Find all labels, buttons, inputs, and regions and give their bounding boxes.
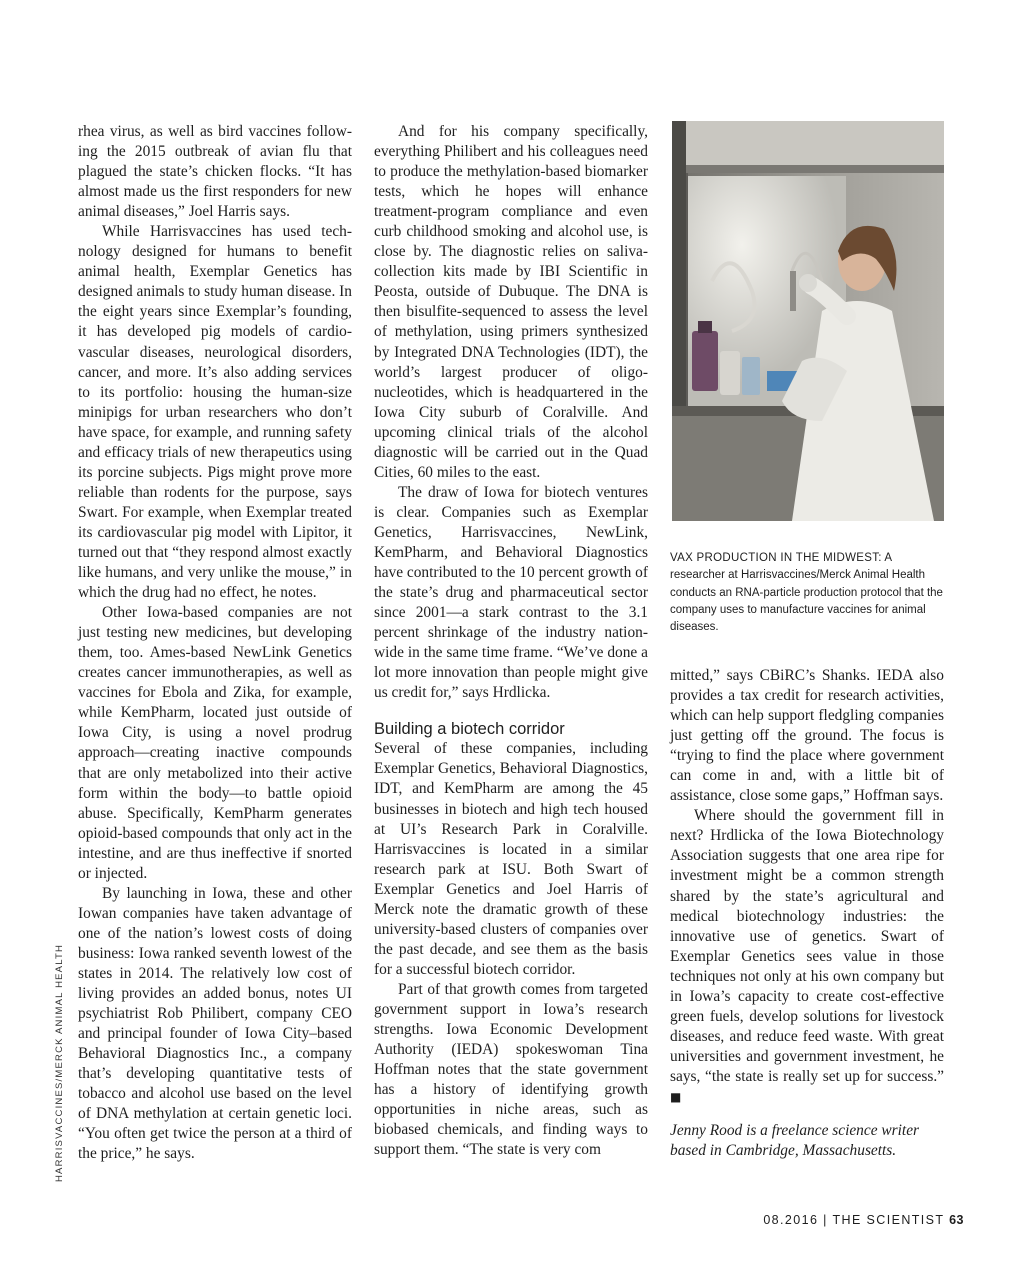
- paragraph: And for his company specifically, everything Philibert and his colleagues need to produce the methylation-based biomarker tests, which he hopes will enhance treatment-program compliance and even curb childhood smoking and alcohol use, is close by. The diagnostic relies on saliva-collection kits made by IBI Scientific in Peosta, outside of Dubuque. The DNA is then bisulfite-sequenced to assess the level of methylation, using primers synthesized by Integrated DNA Technologies (IDT), the world’s largest producer of oligonucleotides, which is headquartered in the Iowa City suburb of Coralville. And upcoming clinical trials of the alcohol diagnostic will be carried out in the Quad Cities, 60 miles to the east.: [374, 123, 648, 481]
- section-heading: Building a biotech corridor: [374, 720, 565, 739]
- paragraph: By launching in Iowa, these and other Iowan companies have taken advantage of one of the nation’s lowest costs of doing business: Iowa ranked seventh lowest of the states in 2014. The relatively low cost of living provides an added bonus, notes UI psychiatrist Rob Philibert, company CEO and principal founder of Iowa City–based Behavioral Diagnostics Inc., a company that’s developing quantitative tests of tobacco and alcohol use based on the level of DNA methylation at certain genetic loci. “You often get twice the person at a third of the price,” he says.: [78, 884, 352, 1163]
- issue-date: 08.2016: [763, 1213, 819, 1227]
- page-number: 63: [949, 1213, 964, 1227]
- paragraph-text: Where should the government fill in next? Hrdlicka of the Iowa Biotechnology Association suggests that one area ripe for investment might be a common strength shared by the state’s agricultural and medical biotechnology industries: the innovative use of genetics. Swart of Exemplar Genetics sees value in those techniques not only at his own company but in Iowa’s capacity to create cost-effective green fuels, develop solutions for livestock diseases, and reduce feed waste. With great universities and government investment, he says, “the state is really set up for success.”: [670, 807, 944, 1085]
- caption-lead: VAX PRODUCTION IN THE MIDWEST:: [670, 552, 882, 564]
- paragraph: Other Iowa-based companies are not just testing new medicines, but developing them, too. Ames-based NewLink Genetics creates cancer immunotherapies, as well as vaccines for Ebola and Zika, for example, while KemPharm, located just outside of Iowa City, is using a novel prodrug approach—creating inactive compounds that are only metabolized into their active form within the body—to battle opioid abuse. Specifically, KemPharm generates opioid-based compounds that only act in the intestine, and are thus ineffective if snorted or injected.: [78, 604, 352, 882]
- end-of-article-square-icon: ■: [670, 1089, 682, 1104]
- author-bio: Jenny Rood is a freelance science writer based in Cambridge, Massachusetts.: [670, 1122, 920, 1160]
- article-column-1: [78, 122, 352, 1164]
- lab-photo-illustration: [672, 121, 944, 521]
- paragraph: mitted,” says CBiRC’s Shanks. IEDA also provides a tax credit for research activities, which can help support fledgling companies just getting off the ground. The focus is “trying to find the place where government can come in and, with a little bit of assistance, close some gaps,” Hoffman says.: [670, 667, 944, 805]
- magazine-name: THE SCIENTIST: [832, 1213, 945, 1227]
- photo-caption: [670, 550, 946, 636]
- paragraph: Several of these companies, including Exemplar Genetics, Behavioral Diagnostics, IDT, and KemPharm are among the 45 businesses in biotech and high tech housed at UI’s Research Park in Coralville. Harrisvaccines is located in a similar research park at ISU. Both Swart of Exemplar Genetics and Joel Harris of Merck note the dramatic growth of these university-based clusters of companies over the past decade, and see them as the basis for a successful biotech corridor.: [374, 740, 648, 978]
- photo-credit: HARRISVACCINES/MERCK ANIMAL HEALTH: [54, 943, 65, 1182]
- article-column-3: [670, 666, 944, 1161]
- paragraph: Part of that growth comes from targeted government support in Iowa’s research strengths. Iowa Economic Development Authority (IEDA) spokeswoman Tina Hoffman notes that the state government has a history of identifying growth opportunities in niche areas, such as biobased chemicals, and finding ways to support them. “The state is very com: [374, 980, 648, 1159]
- article-column-2: [374, 122, 648, 1160]
- paragraph: rhea virus, as well as bird vaccines following the 2015 outbreak of avian flu that plagued the state’s chicken flocks. “It has almost made us the first responders for new animal diseases,” Joel Harris says.: [78, 123, 352, 221]
- lab-photo: [672, 121, 944, 521]
- paragraph: [670, 806, 944, 1107]
- footer-separator: |: [823, 1213, 828, 1227]
- paragraph: While Harrisvaccines has used technology designed for humans to benefit animal health, Exemplar Genetics has designed animals to study human disease. In the eight years since Exemplar’s founding, it has developed pig models of cardiovascular diseases, neurological disorders, cancer, and more. It’s also adding services to its portfolio: housing the human-size minipigs for urban researchers who don’t have space, for example, and running safety and efficacy trials of new therapeutics using its porcine subjects. Pigs might prove more reliable than rodents for the purpose, says Swart. For example, when Exemplar treated its cardiovascular pig model with Lipitor, it turned out that “they respond almost exactly like humans, and very unlike the mouse,” in which the drug had no effect, he notes.: [78, 223, 352, 602]
- paragraph: The draw of Iowa for biotech ventures is clear. Companies such as Exemplar Genetics, Harrisvaccines, NewLink, KemPharm, and Behavioral Diagnostics have contributed to the 10 percent growth of the state’s drug and pharmaceutical sector since 2001—a stark contrast to the 3.1 percent shrinkage of the industry nationwide in the same time frame. “We’ve done a lot more innovation than people might give us credit for,” says Hrdlicka.: [374, 483, 648, 702]
- page-footer: [763, 1213, 964, 1227]
- caption-text: A researcher at Harrisvaccines/Merck Animal Health conducts an RNA-particle production protocol that the company uses to manufacture vaccines for animal diseases.: [670, 552, 943, 634]
